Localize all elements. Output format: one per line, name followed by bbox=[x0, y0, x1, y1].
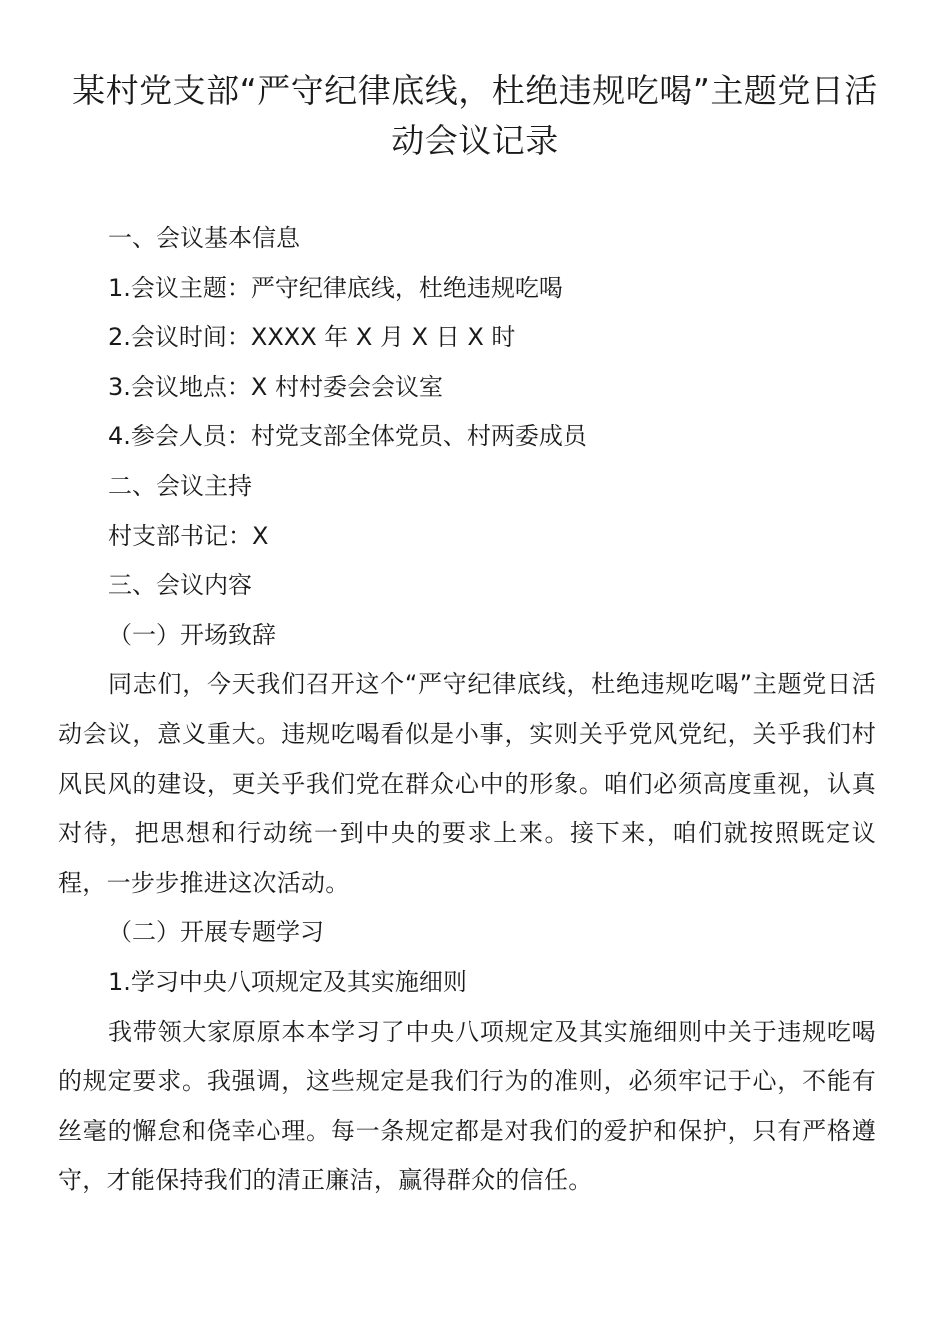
study-item-eight-rules: 1.学习中央八项规定及其实施细则 bbox=[108, 967, 467, 996]
document-title: 某村党支部“严守纪律底线，杜绝违规吃喝”主题党日活动会议记录 bbox=[72, 71, 878, 160]
meeting-host: 村支部书记：X bbox=[108, 521, 269, 550]
meeting-topic: 1.会议主题：严守纪律底线，杜绝违规吃喝 bbox=[108, 273, 563, 302]
document-body bbox=[58, 214, 876, 1206]
section-heading-basic-info: 一、会议基本信息 bbox=[108, 224, 300, 252]
section-heading-host: 二、会议主持 bbox=[108, 471, 252, 500]
study-paragraph: 我带领大家原原本本学习了中央八项规定及其实施细则中关于违规吃喝的规定要求。我强调，这些规定是我们行为的准则，必须牢记于心，不能有丝毫的懈怠和侥幸心理。每一条规定都是对我们的爱护和保护，只有严格遵守，才能保持我们的清正廉洁，赢得群众的信任。 bbox=[58, 1017, 876, 1195]
subsection-special-study: （二）开展专题学习 bbox=[108, 918, 324, 947]
meeting-time: 2.会议时间：XXXX 年 X 月 X 日 X 时 bbox=[108, 323, 516, 352]
section-heading-content: 三、会议内容 bbox=[108, 571, 252, 600]
subsection-opening-speech: （一）开场致辞 bbox=[108, 620, 276, 649]
meeting-location: 3.会议地点：X 村村委会会议室 bbox=[108, 372, 443, 401]
opening-speech-paragraph: 同志们，今天我们召开这个“严守纪律底线，杜绝违规吃喝”主题党日活动会议，意义重大。违规吃喝看似是小事，实则关乎党风党纪，关乎我们村风民风的建设，更关乎我们党在群众心中的形象。咱们必须高度重视，认真对待，把思想和行动统一到中央的要求上来。接下来，咱们就按照既定议程，一步步推进这次活动。 bbox=[58, 670, 876, 897]
meeting-attendees: 4.参会人员：村党支部全体党员、村两委成员 bbox=[108, 422, 587, 451]
